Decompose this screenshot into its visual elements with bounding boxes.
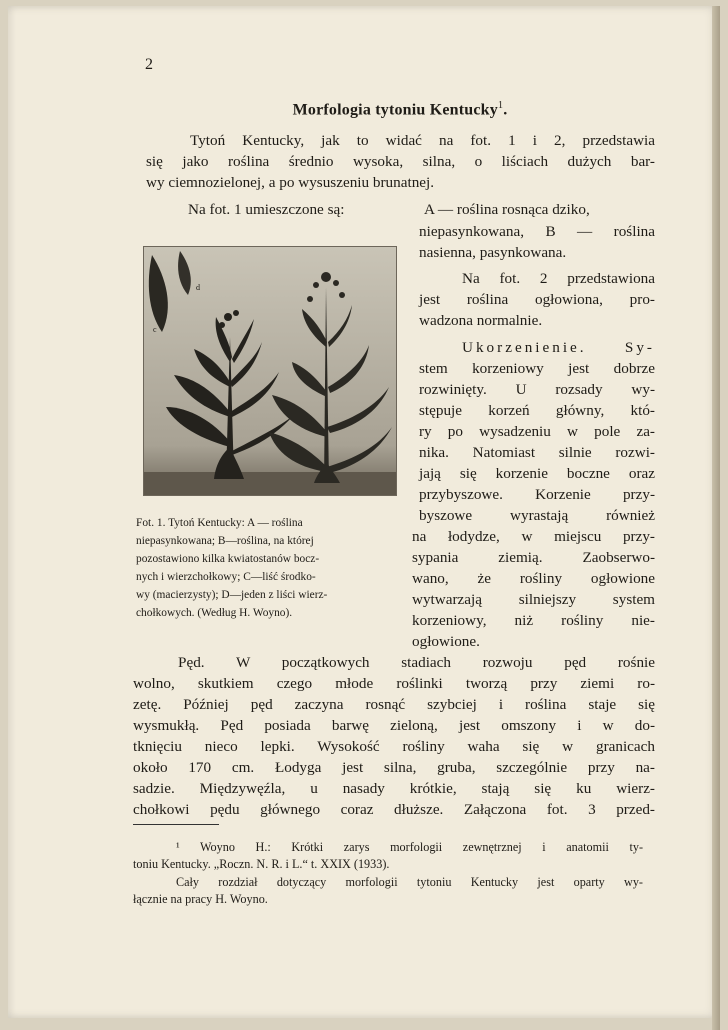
right-column-line: nika. Natomiast silnie rozwi- xyxy=(419,444,655,461)
page-edge-shadow xyxy=(712,6,720,1030)
right-column-line: Na fot. 2 przedstawiona xyxy=(462,270,655,287)
footnote-line: toniu Kentucky. „Roczn. N. R. i L.“ t. XXIX (1933). xyxy=(133,857,390,871)
photo-caption-line: wy (macierzysty); D—jeden z liści wierz- xyxy=(136,589,328,601)
body-line: chołkowi pędu głównego coraz dłuższe. Załączona fot. 3 przed- xyxy=(133,801,655,818)
body-line: około 170 cm. Łodyga jest silna, gruba, szczególnie przy na- xyxy=(133,759,655,776)
footnote-line: ¹ Woyno H.: Krótki zarys morfologii zewnętrznej i anatomii ty- xyxy=(176,840,643,854)
photo-caption-line: nych i wierzchołkowy; C—liść środko- xyxy=(136,571,316,583)
right-column-line: ry po wysadzeniu w pole za- xyxy=(419,423,655,440)
page-number: 2 xyxy=(145,56,153,73)
right-column-line: jają się korzenie boczne oraz xyxy=(419,465,655,482)
right-column-line: przybyszowe. Korzenie przy- xyxy=(419,486,655,503)
footnote-line: łącznie na pracy H. Woyno. xyxy=(133,892,268,906)
right-column-line: jest roślina ogłowiona, pro- xyxy=(419,291,655,308)
body-line: wysmukłą. Pęd posiada barwę zieloną, jest omszony i w do- xyxy=(133,717,655,734)
photo-caption-line: niepasynkowana; B—roślina, na której xyxy=(136,535,314,547)
footnote-divider xyxy=(133,824,219,825)
right-column-line: stem korzeniowy jest dobrze xyxy=(419,360,655,377)
right-column-line: stępuje korzeń główny, któ- xyxy=(419,402,655,419)
right-column-line: byszowe wyrastają również xyxy=(419,507,655,524)
subheading-ukorzenienie: Ukorzenienie. Sy- xyxy=(462,339,655,356)
right-column-line: niepasynkowana, B — roślina xyxy=(419,223,655,240)
right-column-line: wano, że rośliny ogłowione xyxy=(412,570,655,587)
right-column-line: rozwinięty. U rozsady wy- xyxy=(419,381,655,398)
right-column-line: nasienna, pasynkowana. xyxy=(419,244,567,261)
intro-line-1: Tytoń Kentucky, jak to widać na fot. 1 i 2, przedstawia xyxy=(190,132,655,149)
body-line: zetę. Później pęd zaczyna rosnąć szybciej i roślina staje się xyxy=(133,696,655,713)
body-line: tknięciu nieco lepki. Wysokość rośliny waha się w granicach xyxy=(133,738,655,755)
body-line: wolno, skutkiem czego młode roślinki tworzą przy ziemi ro- xyxy=(133,675,655,692)
photo-label-d: d xyxy=(196,283,200,292)
photo-label-c: c xyxy=(153,325,157,334)
intro-line-3: wy ciemnozielonej, a po wysuszeniu brunatnej. xyxy=(146,174,435,191)
footnote-line: Cały rozdział dotyczący morfologii tytoniu Kentucky jest oparty wy- xyxy=(176,875,643,889)
fot1-lead: Na fot. 1 umieszczone są: xyxy=(188,201,345,218)
right-column-line: wytwarzają silniejszy system xyxy=(412,591,655,608)
body-line: sadzie. Międzywęźla, u nasady krótkie, stają się ku wierz- xyxy=(133,780,655,797)
tobacco-plants-illustration xyxy=(144,247,396,495)
right-column-line: sypania ziemią. Zaobserwo- xyxy=(412,549,655,566)
right-column-line: na łodydze, w miejscu przy- xyxy=(412,528,655,545)
right-column-line: korzeniowy, niż rośliny nie- xyxy=(412,612,655,629)
photo-caption-line: chołkowych. (Według H. Woyno). xyxy=(136,607,293,619)
body-line: Pęd. W początkowych stadiach rozwoju pęd rośnie xyxy=(178,654,655,671)
photo-caption-line: pozostawiono kilka kwiatostanów bocz- xyxy=(136,553,320,565)
tobacco-plants-photo xyxy=(143,246,397,496)
section-title: Morfologia tytoniu Kentucky$^1$. xyxy=(292,100,508,119)
footnote-marker: 1 xyxy=(498,100,504,111)
fot1-a-description: A — roślina rosnąca dziko, xyxy=(424,201,590,218)
right-column-line: wadzona normalnie. xyxy=(419,312,543,329)
photo-caption-line: Fot. 1. Tytoń Kentucky: A — roślina xyxy=(136,517,303,529)
section-title-text: Morfologia tytoniu Kentucky xyxy=(292,101,498,119)
right-column-line: ogłowione. xyxy=(412,633,480,650)
intro-line-2: się jako roślina średnio wysoka, silna, o liściach dużych bar- xyxy=(146,153,655,170)
